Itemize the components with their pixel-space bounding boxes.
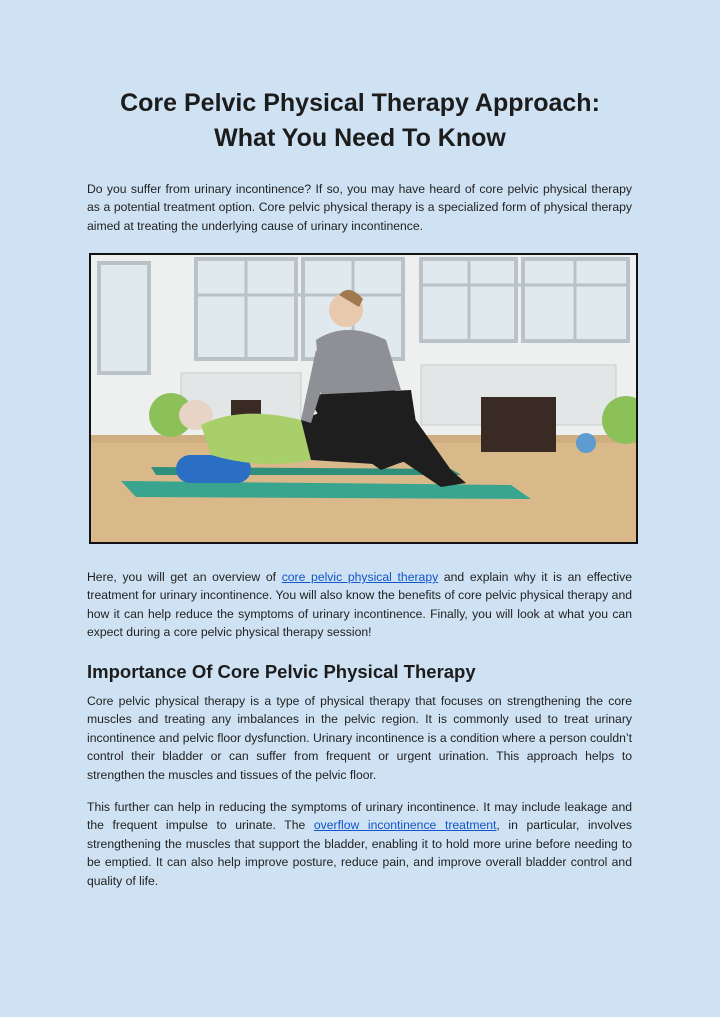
overview-text-before: Here, you will get an overview of: [87, 570, 282, 584]
title-line-2: What You Need To Know: [214, 124, 506, 152]
title-line-1: Core Pelvic Physical Therapy Approach:: [120, 89, 600, 117]
section-paragraph-1: Core pelvic physical therapy is a type of physical therapy that focuses on strengthening the core muscles and treating any imbalances in the pelvic region. It is commonly used to treat urinary incontinence and pelvic floor dysfunction. Urinary incontinence is a condition where a person couldn’t control their bladder or can suffer from frequent or urgent urination. This approach helps to strengthen the muscles and tissues of the pelvic floor.: [87, 694, 632, 782]
section-p2-text-before: This further can help in reducing the symptoms of urinary incontinence. It may include leakage and the frequent impulse to urinate. The: [87, 800, 632, 833]
overview-text-after: and explain why it is an effective treatment for urinary incontinence. You will also know the benefits of core pelvic physical therapy and how it can help reduce the symptoms of urinary incontinence. Finally, you will look at what you can expect during a core pelvic physical therapy session!: [87, 570, 632, 640]
core-pelvic-physical-therapy-link[interactable]: core pelvic physical therapy: [281, 570, 439, 584]
intro-paragraph: Do you suffer from urinary incontinence? If so, you may have heard of core pelvic physical therapy as a potential treatment option. Core pelvic physical therapy is a specialized form of physical therapy aimed at treating the underlying cause of urinary incontinence.: [87, 182, 632, 233]
overview-paragraph: [87, 568, 632, 642]
section-p2-text-after: , in particular, involves strengthening the muscles that support the bladder, enabling it to hold more urine before needing to be emptied. It can also help improve posture, reduce pain, and improve overall bladder control and quality of life.: [87, 818, 632, 888]
page-title: [60, 86, 660, 156]
section-heading: Importance Of Core Pelvic Physical Therapy: [87, 661, 476, 682]
section-paragraph-2: [87, 798, 632, 890]
overflow-incontinence-treatment-link[interactable]: overflow incontinence treatment: [313, 818, 497, 833]
therapy-photo: [89, 253, 638, 544]
therapy-illustration: [91, 255, 636, 542]
